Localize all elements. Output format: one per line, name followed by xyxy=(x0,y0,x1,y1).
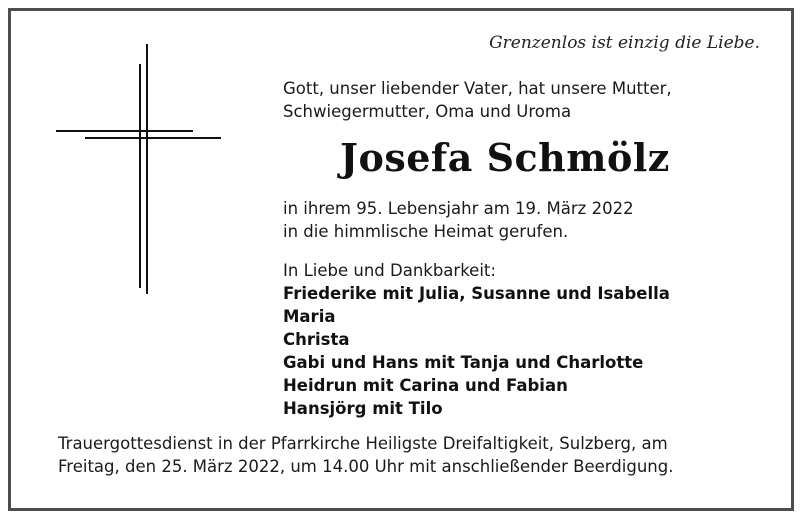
intro-line: Gott, unser liebender Vater, hat unsere Mutter, xyxy=(283,79,672,98)
mourner-entry: Christa xyxy=(283,330,350,349)
mourner-entry: Friederike mit Julia, Susanne und Isabella xyxy=(283,284,670,303)
mourners-label: In Liebe und Dankbarkeit: xyxy=(283,261,496,280)
intro-line: Schwiegermutter, Oma und Uroma xyxy=(283,102,572,121)
date-line: in die himmlische Heimat gerufen. xyxy=(283,222,569,241)
mourner-entry: Maria xyxy=(283,307,336,326)
intro-text xyxy=(283,77,672,123)
date-line: in ihrem 95. Lebensjahr am 19. März 2022 xyxy=(283,199,634,218)
mourners-list xyxy=(283,282,670,420)
service-line: Freitag, den 25. März 2022, um 14.00 Uhr mit anschließender Beerdigung. xyxy=(58,457,674,476)
deceased-name: Josefa Schmölz xyxy=(340,135,670,180)
mourner-entry: Gabi und Hans mit Tanja und Charlotte xyxy=(283,353,644,372)
mourner-entry: Hansjörg mit Tilo xyxy=(283,399,443,418)
motto: Grenzenlos ist einzig die Liebe. xyxy=(489,33,760,53)
service-line: Trauergottesdienst in der Pfarrkirche Heiligste Dreifaltigkeit, Sulzberg, am xyxy=(58,434,668,453)
mourner-entry: Heidrun mit Carina und Fabian xyxy=(283,376,568,395)
death-date-text xyxy=(283,197,634,243)
funeral-service-info xyxy=(58,432,673,478)
